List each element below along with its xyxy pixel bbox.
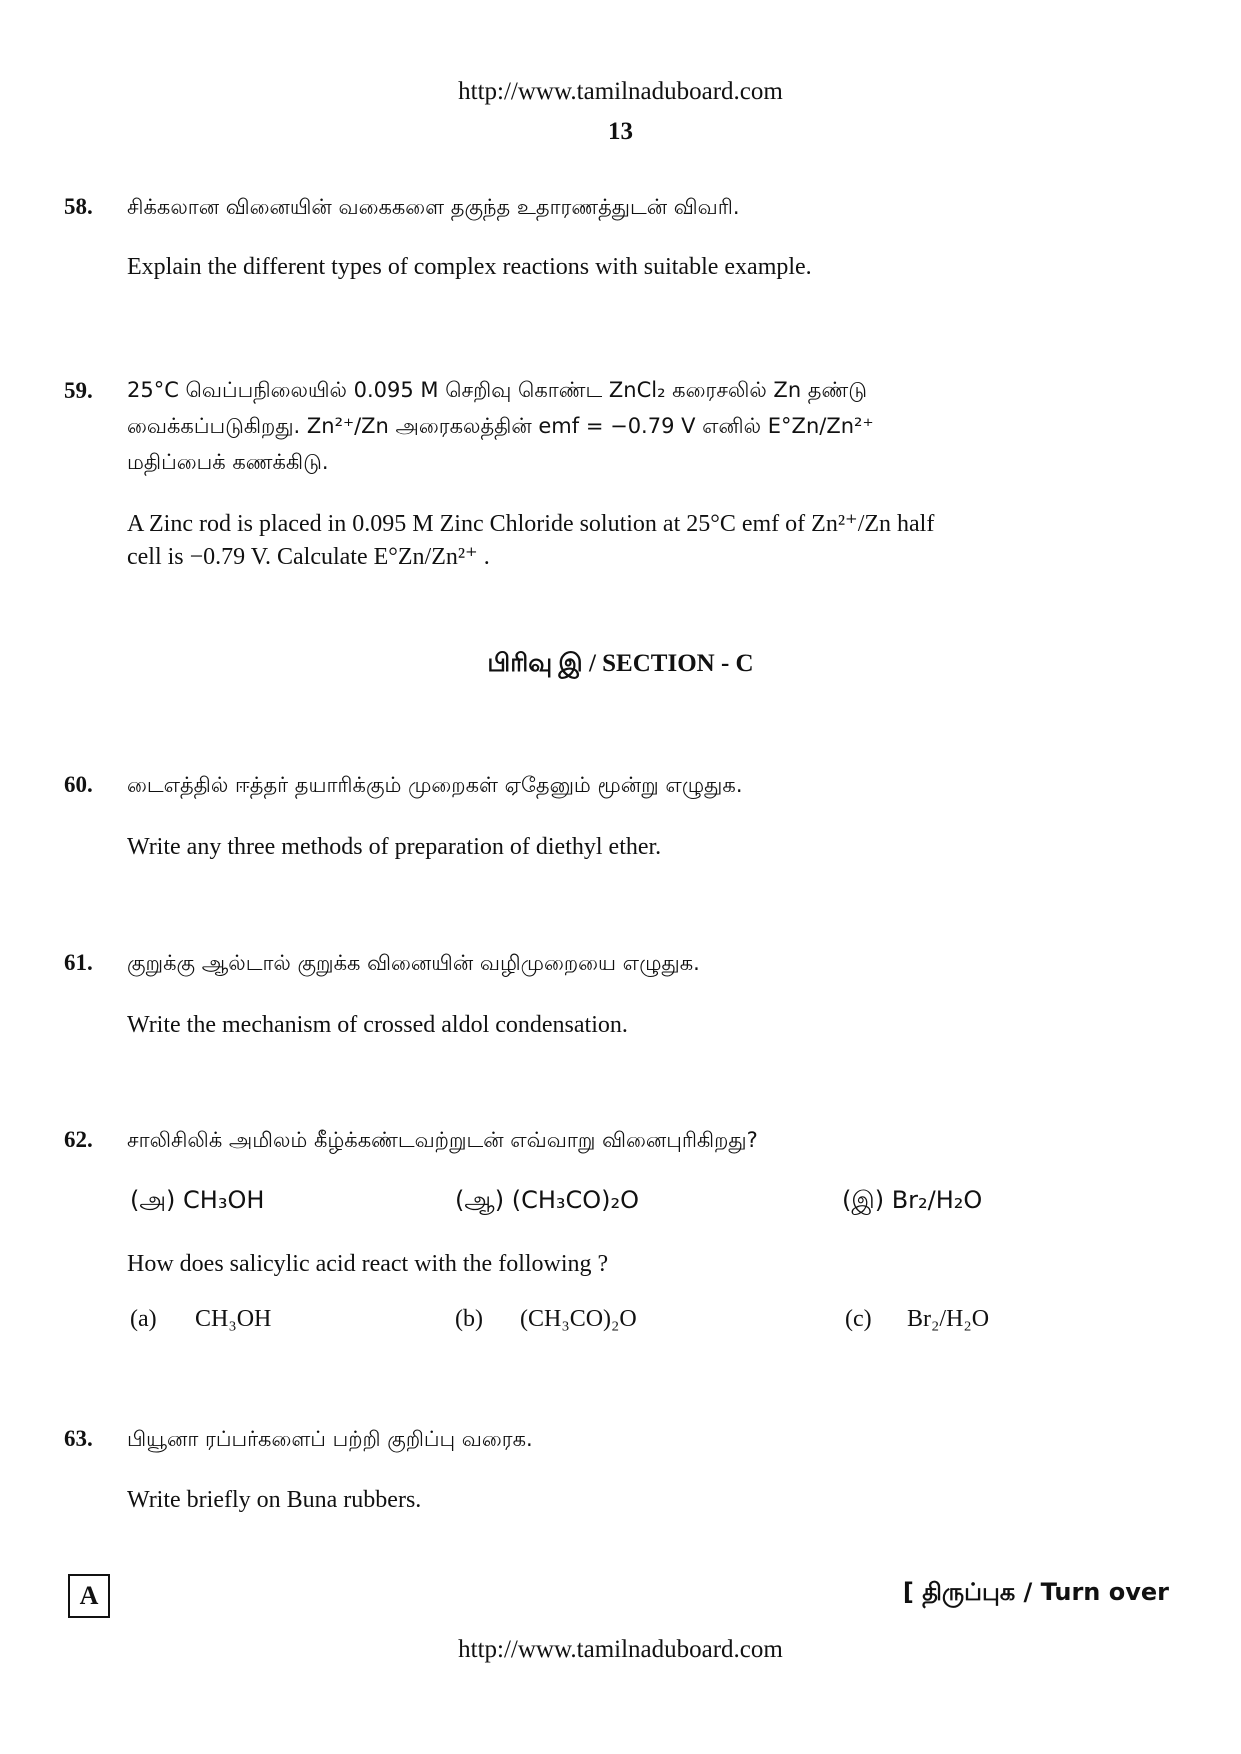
- option-value: CH₃OH: [195, 1306, 272, 1332]
- question-english: Write the mechanism of crossed aldol condensation.: [127, 1012, 628, 1038]
- question-tamil-line: 25°C வெப்பநிலையில் 0.095 M செறிவு கொண்ட ZnCl₂ கரைசலில் Zn தண்டு: [127, 378, 867, 402]
- question-english: Write any three methods of preparation of diethyl ether.: [127, 834, 662, 860]
- tamil-option: (இ) Br₂/H₂O: [842, 1186, 983, 1214]
- question-number: 63.: [64, 1426, 93, 1451]
- question-english-line: cell is −0.79 V. Calculate E°Zn/Zn²⁺ .: [127, 544, 490, 570]
- option-label: (a): [130, 1306, 157, 1332]
- question-tamil: குறுக்கு ஆல்டால் குறுக்க வினையின் வழிமுறையை எழுதுக.: [127, 951, 700, 975]
- question-english: Explain the different types of complex reactions with suitable example.: [127, 254, 812, 280]
- footer-url: http://www.tamilnaduboard.com: [458, 1636, 783, 1663]
- question-english-line: A Zinc rod is placed in 0.095 M Zinc Chloride solution at 25°C emf of Zn²⁺/Zn half: [127, 511, 935, 537]
- question-tamil: டைஎத்தில் ஈத்தர் தயாரிக்கும் முறைகள் ஏதேனும் மூன்று எழுதுக.: [127, 773, 743, 797]
- turn-over: [ திருப்புக / Turn over: [902, 1578, 1169, 1606]
- question-number: 59.: [64, 378, 93, 403]
- option-label: (c): [845, 1306, 872, 1332]
- tamil-option: (ஆ) (CH₃CO)₂O: [455, 1186, 640, 1214]
- question-number: 62.: [64, 1127, 93, 1152]
- option-value: Br₂/H₂O: [907, 1306, 990, 1332]
- header-url: http://www.tamilnaduboard.com: [458, 78, 783, 105]
- question-number: 58.: [64, 194, 93, 219]
- question-tamil-line: வைக்கப்படுகிறது. Zn²⁺/Zn அரைகலத்தின் emf = −0.79 V எனில் E°Zn/Zn²⁺: [127, 414, 874, 438]
- question-number: 60.: [64, 772, 93, 797]
- question-tamil: பியூனா ரப்பர்களைப் பற்றி குறிப்பு வரைக.: [127, 1427, 533, 1451]
- question-english: How does salicylic acid react with the following ?: [127, 1251, 609, 1277]
- question-tamil: சிக்கலான வினையின் வகைகளை தகுந்த உதாரணத்துடன் விவரி.: [127, 195, 740, 219]
- question-number: 61.: [64, 950, 93, 975]
- question-tamil-line: மதிப்பைக் கணக்கிடு.: [127, 450, 329, 474]
- version-stamp: A: [68, 1574, 110, 1618]
- page-number: 13: [608, 118, 633, 145]
- section-heading: பிரிவு இ / SECTION - C: [487, 650, 754, 677]
- question-english: Write briefly on Buna rubbers.: [127, 1487, 422, 1513]
- option-label: (b): [455, 1306, 483, 1332]
- option-value: (CH₃CO)₂O: [520, 1306, 637, 1332]
- question-tamil: சாலிசிலிக் அமிலம் கீழ்க்கண்டவற்றுடன் எவ்வாறு வினைபுரிகிறது?: [127, 1128, 758, 1152]
- tamil-option: (அ) CH₃OH: [130, 1186, 265, 1214]
